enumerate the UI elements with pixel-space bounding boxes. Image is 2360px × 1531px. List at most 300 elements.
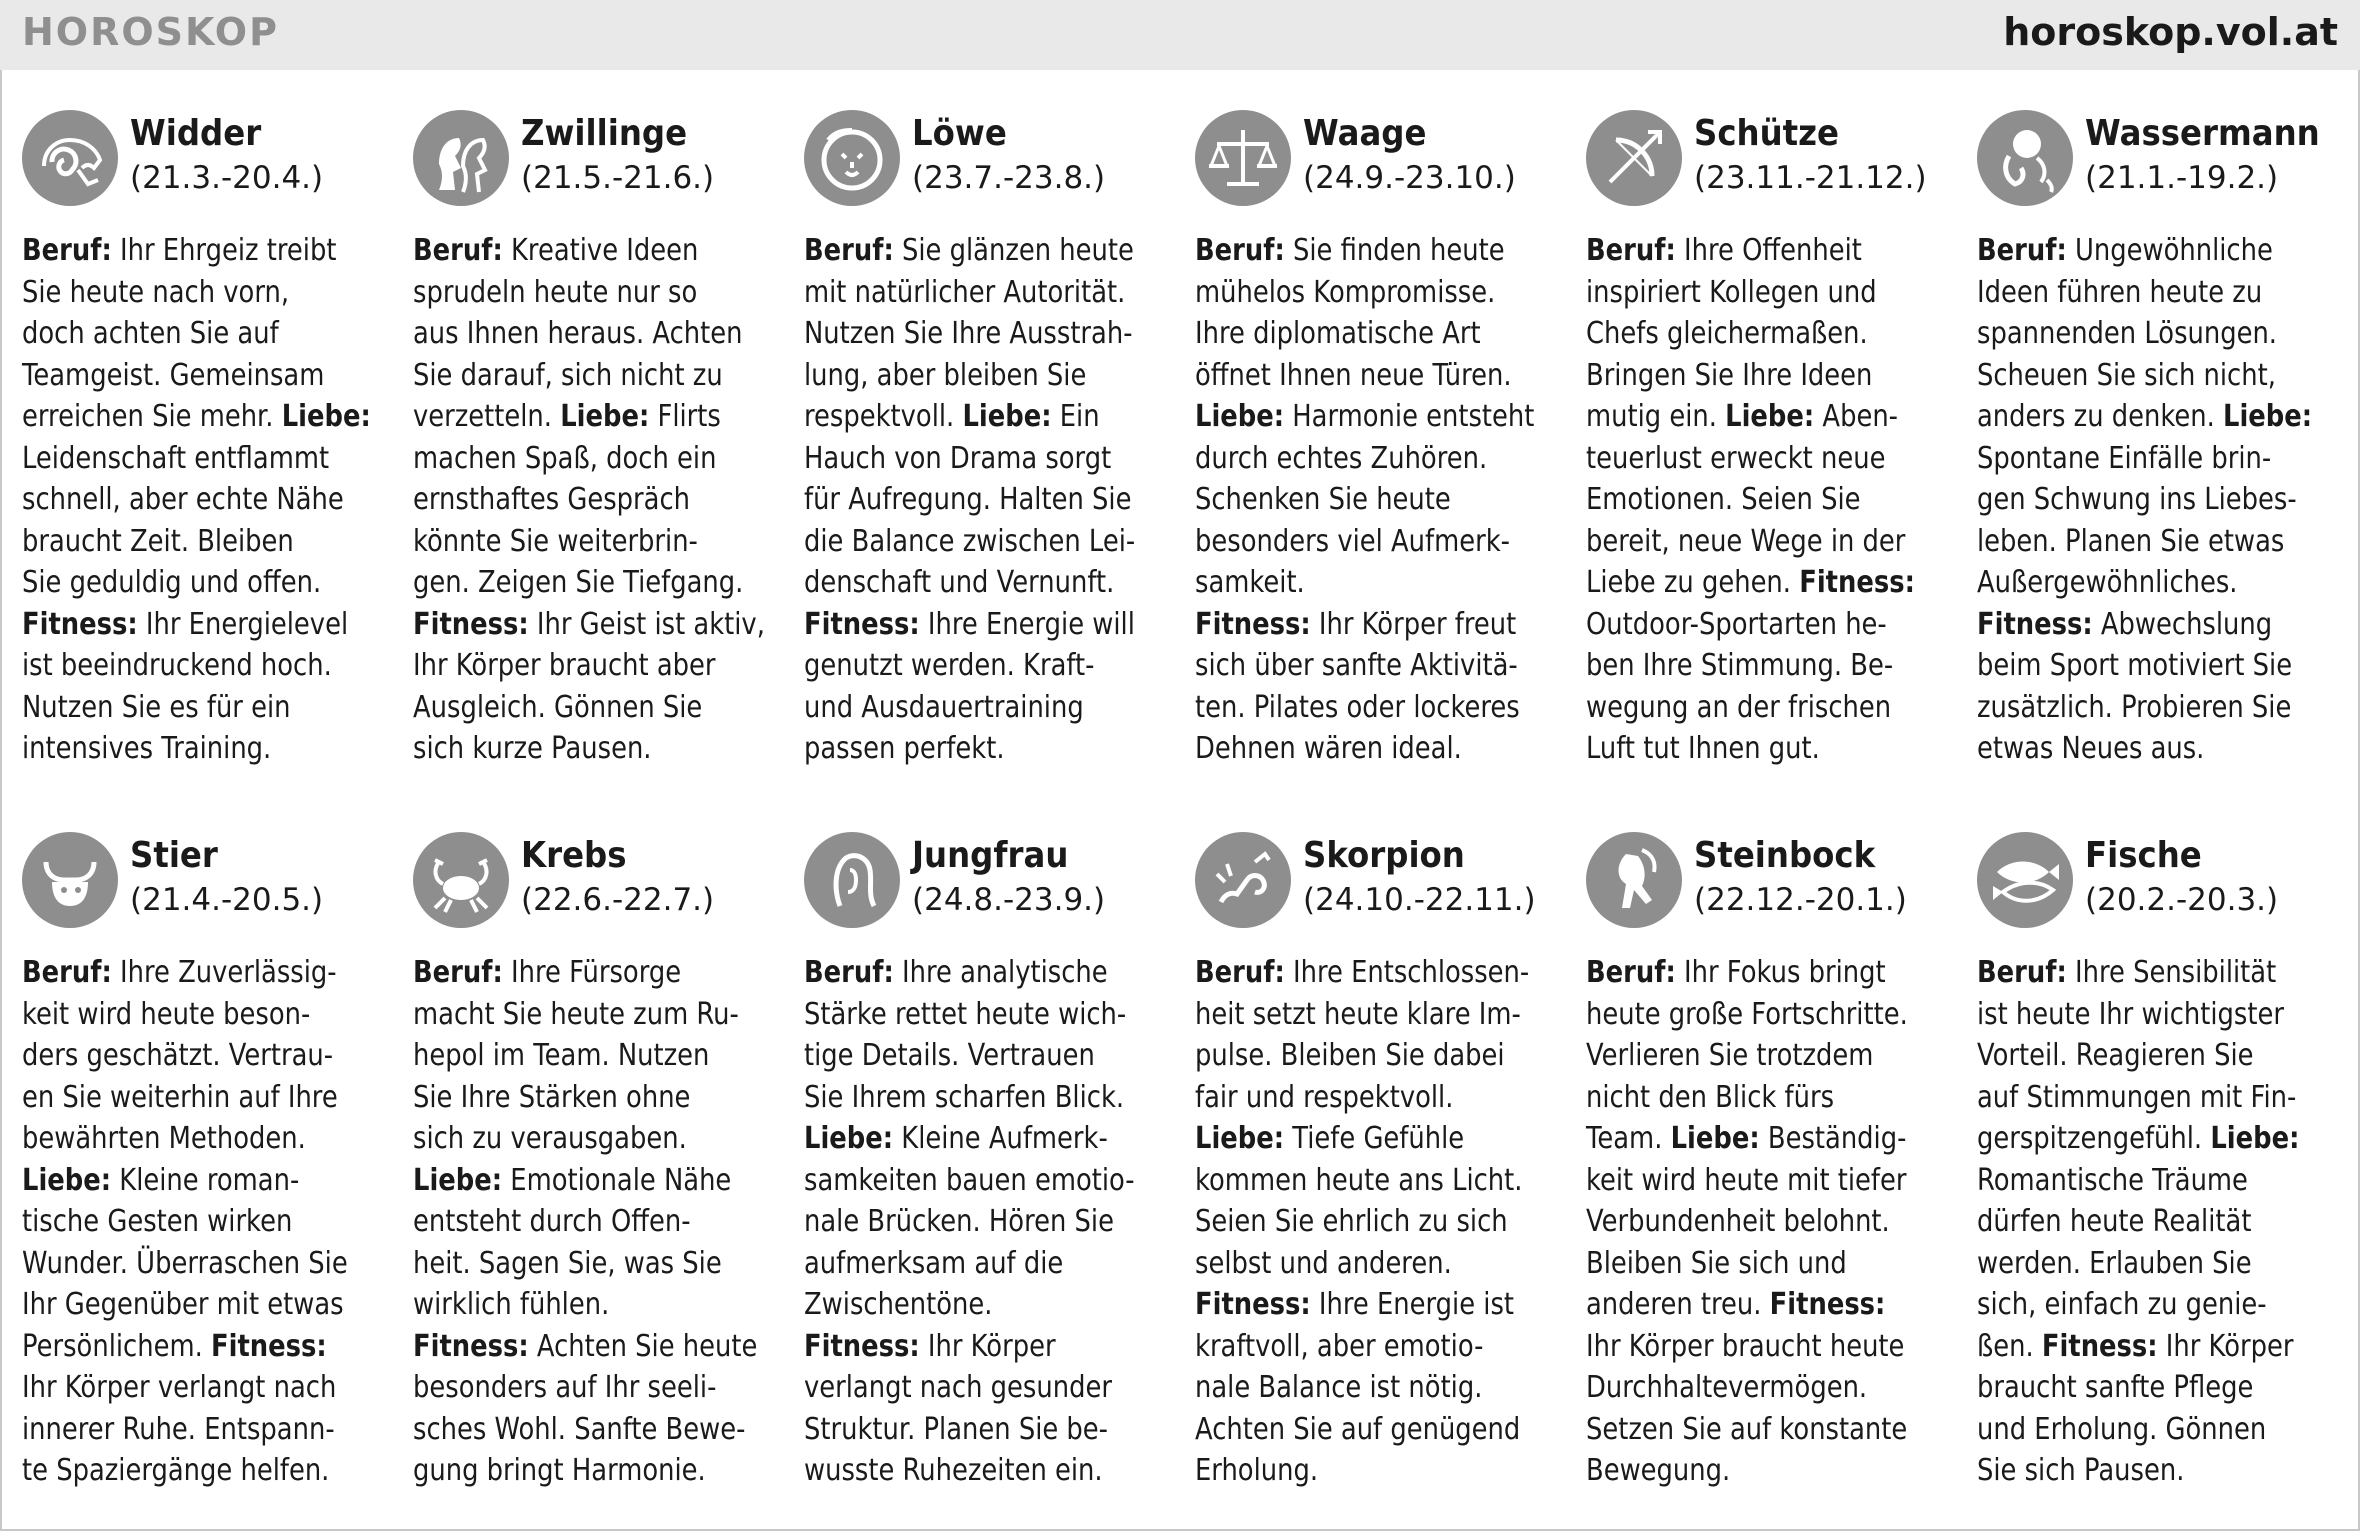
category-label: Liebe:	[1725, 399, 1815, 434]
text-line	[804, 1035, 1165, 1077]
horoscope-text	[1977, 952, 2338, 1492]
text-line	[1977, 1201, 2338, 1243]
text-segment: Sie heute nach vorn,	[22, 274, 290, 310]
text-line	[1195, 230, 1556, 272]
text-line	[1195, 1201, 1556, 1243]
text-line	[804, 952, 1165, 994]
text-segment: Hauch von Drama sorgt	[804, 440, 1112, 476]
sign-name: Wassermann	[2085, 113, 2320, 154]
text-line	[22, 604, 383, 646]
text-line	[1195, 952, 1556, 994]
text-segment: Ihr Ehrgeiz treibt	[111, 233, 337, 268]
text-line	[1977, 1284, 2338, 1326]
text-segment: Ihr Gegenüber mit etwas	[22, 1287, 344, 1322]
text-line	[1586, 355, 1947, 397]
text-line	[1586, 562, 1947, 604]
text-line	[1977, 1450, 2338, 1492]
text-segment: denschaft und Vernunft.	[804, 565, 1115, 600]
text-line	[804, 604, 1165, 646]
horoscope-text	[22, 230, 383, 770]
text-line	[1195, 1160, 1556, 1202]
text-segment: Setzen Sie auf konstante	[1586, 1411, 1908, 1447]
text-segment: Ihre analytische	[893, 955, 1108, 990]
text-line	[413, 1201, 774, 1243]
text-segment: sich über sanfte Aktivitä-	[1195, 648, 1518, 683]
text-line	[1977, 952, 2338, 994]
text-segment: innerer Ruhe. Entspann-	[22, 1411, 335, 1447]
text-line	[22, 1243, 383, 1285]
text-segment: leben. Planen Sie etwas	[1977, 523, 2285, 559]
text-line	[1586, 1367, 1947, 1409]
text-segment: Sie darauf, sich nicht zu	[413, 357, 723, 393]
text-line	[22, 396, 383, 438]
text-segment: heit setzt heute klare Im-	[1195, 996, 1521, 1032]
sign-dates: (20.2.-20.3.)	[2085, 882, 2279, 918]
text-line	[22, 272, 383, 314]
text-segment: könnte Sie weiterbrin-	[413, 523, 698, 559]
maiden-icon	[804, 832, 900, 928]
sign-name: Löwe	[912, 113, 1007, 154]
text-line	[1195, 1367, 1556, 1409]
text-line	[1977, 1035, 2338, 1077]
category-label: Liebe:	[1195, 399, 1285, 434]
text-segment: Ihre diplomatische Art	[1195, 316, 1481, 351]
text-line	[1977, 728, 2338, 770]
sign-name: Fische	[2085, 835, 2202, 876]
text-line	[22, 645, 383, 687]
sign-dates: (21.3.-20.4.)	[130, 160, 324, 196]
text-segment: Bleiben Sie sich und	[1586, 1245, 1847, 1281]
category-label: Liebe:	[962, 399, 1052, 434]
text-line	[22, 1118, 383, 1160]
text-line	[1977, 230, 2338, 272]
text-segment: gen. Zeigen Sie Tiefgang.	[413, 565, 744, 600]
sign-dates: (21.1.-19.2.)	[2085, 160, 2279, 196]
text-segment: macht Sie heute zum Ru-	[413, 996, 739, 1032]
text-line	[1977, 313, 2338, 355]
text-segment: Struktur. Planen Sie be-	[804, 1411, 1108, 1447]
sign-name: Steinbock	[1694, 835, 1876, 876]
text-segment: keit wird heute beson-	[22, 996, 311, 1032]
category-label: Fitness:	[2041, 1328, 2158, 1364]
text-segment: schnell, aber echte Nähe	[22, 482, 344, 517]
text-line	[413, 1243, 774, 1285]
text-line	[413, 1367, 774, 1409]
text-segment: aus Ihnen heraus. Achten	[413, 316, 743, 351]
text-line	[413, 645, 774, 687]
sign-name: Stier	[130, 835, 218, 876]
text-segment: fair und respektvoll.	[1195, 1079, 1454, 1115]
text-segment: lung, aber bleiben Sie	[804, 357, 1087, 393]
horoscope-text	[1977, 230, 2338, 770]
text-line	[1195, 1118, 1556, 1160]
text-line	[22, 1326, 383, 1368]
text-segment: mit natürlicher Autorität.	[804, 274, 1126, 310]
text-segment: und Erholung. Gönnen	[1977, 1411, 2267, 1447]
text-segment: Nutzen Sie es für ein	[22, 689, 291, 725]
text-line	[413, 1118, 774, 1160]
text-line	[22, 313, 383, 355]
sign-dates: (22.6.-22.7.)	[521, 882, 715, 918]
text-line	[1195, 1326, 1556, 1368]
text-line	[804, 1201, 1165, 1243]
text-line	[1977, 1326, 2338, 1368]
text-segment: sich, einfach zu genie-	[1977, 1287, 2267, 1322]
sign-dates: (23.7.-23.8.)	[912, 160, 1106, 196]
category-label: Beruf:	[413, 955, 503, 990]
text-segment: Achten Sie heute	[528, 1328, 758, 1364]
text-segment: auf Stimmungen mit Fin-	[1977, 1079, 2297, 1115]
text-segment: Ihre Sensibilität	[2066, 955, 2277, 990]
text-segment: passen perfekt.	[804, 731, 1005, 766]
text-line	[804, 1160, 1165, 1202]
text-line	[413, 687, 774, 729]
text-segment: Nutzen Sie Ihre Ausstrah-	[804, 316, 1133, 351]
text-line	[1586, 1450, 1947, 1492]
text-line	[22, 728, 383, 770]
text-segment: ders geschätzt. Vertrau-	[22, 1038, 334, 1073]
text-line	[1586, 1409, 1947, 1451]
text-line	[1977, 645, 2338, 687]
text-segment: entsteht durch Offen-	[413, 1204, 691, 1239]
text-segment: Ihre Offenheit	[1675, 233, 1862, 268]
text-segment: Ihr Körper	[2157, 1328, 2294, 1364]
text-line	[22, 1077, 383, 1119]
horoscope-text	[22, 952, 383, 1492]
text-segment: Sie Ihrem scharfen Blick.	[804, 1079, 1125, 1115]
text-segment: durch echtes Zuhören.	[1195, 440, 1488, 476]
category-label: Beruf:	[22, 955, 112, 990]
text-line	[804, 728, 1165, 770]
text-segment: zusätzlich. Probieren Sie	[1977, 689, 2292, 725]
text-line	[413, 1409, 774, 1451]
text-segment: besonders viel Aufmerk-	[1195, 523, 1510, 559]
text-segment: Tiefe Gefühle	[1284, 1121, 1465, 1156]
category-label: Liebe:	[1195, 1121, 1285, 1156]
text-segment: sich zu verausgaben.	[413, 1121, 687, 1156]
text-segment: Ihr Energielevel	[137, 606, 349, 642]
archer-icon	[1586, 110, 1682, 206]
text-line	[413, 479, 774, 521]
text-line	[22, 355, 383, 397]
text-line	[413, 272, 774, 314]
site-link[interactable]: horoskop.vol.at	[2003, 10, 2338, 54]
text-line	[413, 396, 774, 438]
text-line	[1977, 272, 2338, 314]
fish-icon	[1977, 832, 2073, 928]
text-segment: mutig ein.	[1586, 399, 1726, 434]
sign-name: Zwillinge	[521, 113, 688, 154]
text-line	[804, 272, 1165, 314]
text-line	[22, 1160, 383, 1202]
text-segment: ist heute Ihr wichtigster	[1977, 996, 2284, 1032]
category-label: Beruf:	[22, 233, 112, 268]
category-label: Beruf:	[804, 955, 894, 990]
text-segment: hepol im Team. Nutzen	[413, 1038, 710, 1073]
text-segment: te Spaziergänge helfen.	[22, 1453, 330, 1488]
text-segment: sprudeln heute nur so	[413, 274, 698, 310]
text-line	[1586, 1077, 1947, 1119]
text-segment: Romantische Träume	[1977, 1162, 2248, 1198]
category-label: Fitness:	[1799, 565, 1915, 600]
text-segment: dürfen heute Realität	[1977, 1204, 2252, 1239]
text-segment: verlangt nach gesunder	[804, 1370, 1112, 1405]
text-segment: ten. Pilates oder lockeres	[1195, 689, 1520, 725]
text-segment: Sie glänzen heute	[893, 233, 1134, 268]
text-line	[804, 230, 1165, 272]
text-line	[413, 1035, 774, 1077]
text-line	[1586, 272, 1947, 314]
text-segment: Kleine roman-	[111, 1162, 300, 1198]
scorpion-icon	[1195, 832, 1291, 928]
sign-dates: (24.9.-23.10.)	[1303, 160, 1516, 196]
horoscope-text	[1586, 230, 1947, 770]
text-line	[413, 1284, 774, 1326]
sign-dates: (21.5.-21.6.)	[521, 160, 715, 196]
text-segment: braucht Zeit. Bleiben	[22, 523, 294, 559]
text-segment: bereit, neue Wege in der	[1586, 523, 1906, 559]
text-segment: Ihr Körper	[919, 1328, 1056, 1364]
text-segment: gen Schwung ins Liebes-	[1977, 482, 2297, 517]
text-line	[22, 687, 383, 729]
sign-name: Jungfrau	[912, 835, 1069, 876]
text-line	[1586, 604, 1947, 646]
text-segment: öffnet Ihnen neue Türen.	[1195, 357, 1512, 393]
category-label: Liebe:	[413, 1162, 503, 1198]
text-segment: Persönlichem.	[22, 1328, 211, 1364]
text-segment: ist beeindruckend hoch.	[22, 648, 332, 683]
text-segment: Sie Ihre Stärken ohne	[413, 1079, 691, 1115]
text-line	[413, 994, 774, 1036]
text-line	[22, 1409, 383, 1451]
header-bar	[0, 0, 2360, 70]
text-line	[413, 230, 774, 272]
text-segment: en Sie weiterhin auf Ihre	[22, 1079, 338, 1115]
text-segment: genutzt werden. Kraft-	[804, 648, 1095, 683]
text-segment: wirklich fühlen.	[413, 1287, 610, 1322]
text-line	[804, 994, 1165, 1036]
text-line	[1586, 1160, 1947, 1202]
text-segment: Ihre Entschlossen-	[1284, 955, 1530, 990]
category-label: Liebe:	[22, 1162, 112, 1198]
text-segment: aufmerksam auf die	[804, 1245, 1064, 1281]
sign-name: Skorpion	[1303, 835, 1465, 876]
text-segment: Zwischentöne.	[804, 1287, 993, 1322]
text-segment: nale Balance ist nötig.	[1195, 1370, 1483, 1405]
text-segment: teuerlust erweckt neue	[1586, 440, 1886, 476]
text-segment: beim Sport motiviert Sie	[1977, 648, 2293, 683]
text-line	[1977, 1367, 2338, 1409]
text-segment: Luft tut Ihnen gut.	[1586, 731, 1820, 766]
ram-icon	[22, 110, 118, 206]
text-segment: Außergewöhnliches.	[1977, 565, 2238, 600]
text-line	[804, 1284, 1165, 1326]
text-segment: spannenden Lösungen.	[1977, 316, 2278, 351]
crab-icon	[413, 832, 509, 928]
text-segment: ßen.	[1977, 1328, 2042, 1364]
text-segment: nicht den Blick fürs	[1586, 1079, 1835, 1115]
text-line	[1586, 479, 1947, 521]
text-segment: Emotionale Nähe	[502, 1162, 732, 1198]
category-label: Beruf:	[1586, 955, 1676, 990]
text-line	[1195, 1077, 1556, 1119]
text-line	[1977, 1118, 2338, 1160]
text-line	[413, 438, 774, 480]
text-segment: Achten Sie auf genügend	[1195, 1411, 1521, 1447]
text-segment: heit. Sagen Sie, was Sie	[413, 1245, 722, 1281]
text-segment: Flirts	[649, 399, 721, 434]
text-segment: Ihre Energie ist	[1310, 1287, 1515, 1322]
text-segment: Abwechslung	[2092, 606, 2273, 642]
category-label: Liebe:	[281, 399, 371, 434]
text-line	[1195, 562, 1556, 604]
text-line	[1195, 687, 1556, 729]
text-line	[1977, 396, 2338, 438]
text-line	[1586, 1035, 1947, 1077]
text-line	[1586, 1284, 1947, 1326]
text-segment: tische Gesten wirken	[22, 1204, 293, 1239]
text-line	[1977, 521, 2338, 563]
text-segment: wegung an der frischen	[1586, 689, 1892, 725]
text-line	[413, 1450, 774, 1492]
category-label: Liebe:	[2210, 1121, 2300, 1156]
water-bearer-icon	[1977, 110, 2073, 206]
text-segment: anders zu denken.	[1977, 399, 2224, 434]
text-line	[804, 1118, 1165, 1160]
text-line	[413, 313, 774, 355]
horoscope-text	[1195, 230, 1556, 770]
text-segment: Team.	[1586, 1121, 1671, 1156]
text-line	[1977, 687, 2338, 729]
text-segment: sich kurze Pausen.	[413, 731, 652, 766]
text-line	[1195, 521, 1556, 563]
text-segment: Ein	[1051, 399, 1100, 434]
text-line	[804, 438, 1165, 480]
text-segment: Ideen führen heute zu	[1977, 274, 2263, 310]
text-segment: keit wird heute mit tiefer	[1586, 1162, 1907, 1198]
text-segment: Sie finden heute	[1284, 233, 1505, 268]
category-label: Beruf:	[413, 233, 503, 268]
text-segment: gung bringt Harmonie.	[413, 1453, 706, 1488]
text-segment: für Aufregung. Halten Sie	[804, 482, 1132, 517]
text-segment: pulse. Bleiben Sie dabei	[1195, 1038, 1505, 1073]
text-segment: intensives Training.	[22, 731, 272, 766]
text-segment: Liebe zu gehen.	[1586, 565, 1800, 600]
text-line	[413, 1077, 774, 1119]
text-segment: Verlieren Sie trotzdem	[1586, 1038, 1874, 1073]
scales-icon	[1195, 110, 1291, 206]
text-segment: Vorteil. Reagieren Sie	[1977, 1038, 2254, 1073]
text-segment: gerspitzengefühl.	[1977, 1121, 2211, 1156]
text-line	[804, 521, 1165, 563]
text-line	[413, 604, 774, 646]
text-segment: Chefs gleichermaßen.	[1586, 316, 1868, 351]
category-label: Fitness:	[22, 606, 138, 642]
sign-dates: (24.10.-22.11.)	[1303, 882, 1536, 918]
text-segment: Durchhaltevermögen.	[1586, 1370, 1868, 1405]
text-line	[22, 1284, 383, 1326]
text-line	[1586, 687, 1947, 729]
text-segment: sches Wohl. Sanfte Bewe-	[413, 1411, 746, 1447]
text-segment: tige Details. Vertrauen	[804, 1038, 1095, 1073]
text-segment: Stärke rettet heute wich-	[804, 996, 1127, 1032]
text-line	[22, 1450, 383, 1492]
text-line	[1195, 355, 1556, 397]
text-line	[1977, 994, 2338, 1036]
text-segment: Sie sich Pausen.	[1977, 1453, 2185, 1488]
text-line	[804, 1326, 1165, 1368]
category-label: Fitness:	[1769, 1287, 1886, 1322]
text-segment: Ihre Zuverlässig-	[111, 955, 337, 990]
text-segment: Sie geduldig und offen.	[22, 565, 322, 600]
text-line	[1195, 313, 1556, 355]
text-line	[413, 1160, 774, 1202]
text-line	[804, 1450, 1165, 1492]
text-segment: Ihr Fokus bringt	[1675, 955, 1886, 990]
text-segment: Ausgleich. Gönnen Sie	[413, 689, 703, 725]
text-segment: Verbundenheit belohnt.	[1586, 1204, 1890, 1239]
text-segment: Kleine Aufmerk-	[893, 1121, 1108, 1156]
text-segment: besonders auf Ihr seeli-	[413, 1370, 717, 1405]
text-segment: Kreative Ideen	[502, 233, 699, 268]
text-line	[22, 1367, 383, 1409]
text-line	[1195, 1450, 1556, 1492]
text-segment: doch achten Sie auf	[22, 316, 279, 351]
category-label: Fitness:	[1195, 606, 1311, 642]
text-line	[804, 1367, 1165, 1409]
text-segment: Ihr Körper braucht aber	[413, 648, 716, 683]
horoscope-text	[1586, 952, 1947, 1492]
sign-dates: (24.8.-23.9.)	[912, 882, 1106, 918]
text-line	[1586, 994, 1947, 1036]
text-line	[1977, 438, 2338, 480]
text-line	[413, 728, 774, 770]
twins-icon	[413, 110, 509, 206]
text-segment: erreichen Sie mehr.	[22, 399, 282, 434]
text-line	[804, 1077, 1165, 1119]
text-segment: selbst und anderen.	[1195, 1245, 1452, 1281]
text-line	[804, 1243, 1165, 1285]
category-label: Beruf:	[1195, 955, 1285, 990]
text-segment: respektvoll.	[804, 399, 963, 434]
text-line	[1195, 1284, 1556, 1326]
text-line	[1195, 604, 1556, 646]
category-label: Beruf:	[804, 233, 894, 268]
sign-dates: (23.11.-21.12.)	[1694, 160, 1927, 196]
text-segment: die Balance zwischen Lei-	[804, 523, 1136, 559]
text-segment: mühelos Kompromisse.	[1195, 274, 1496, 310]
text-line	[22, 1201, 383, 1243]
text-segment: Spontane Einfälle brin-	[1977, 440, 2272, 476]
category-label: Liebe:	[1670, 1121, 1760, 1156]
text-line	[1195, 645, 1556, 687]
category-label: Beruf:	[1195, 233, 1285, 268]
category-label: Fitness:	[413, 1328, 529, 1364]
category-label: Liebe:	[804, 1121, 894, 1156]
text-segment: machen Spaß, doch ein	[413, 440, 717, 476]
text-line	[1977, 1077, 2338, 1119]
text-line	[804, 313, 1165, 355]
text-line	[1977, 1243, 2338, 1285]
text-segment: Ihr Geist ist aktiv,	[528, 606, 765, 642]
text-segment: Wunder. Überraschen Sie	[22, 1245, 348, 1281]
text-segment: bewährten Methoden.	[22, 1121, 306, 1156]
text-line	[1977, 479, 2338, 521]
text-segment: samkeit.	[1195, 565, 1305, 600]
text-line	[1586, 645, 1947, 687]
text-segment: Ihre Energie will	[919, 606, 1135, 642]
text-line	[1586, 230, 1947, 272]
